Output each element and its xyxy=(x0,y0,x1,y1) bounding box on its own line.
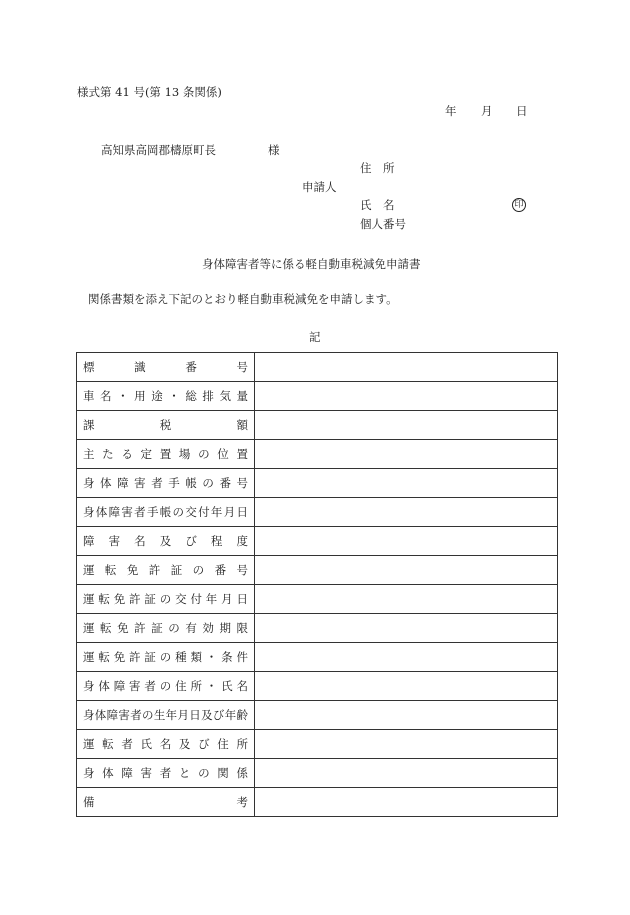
table-row xyxy=(77,411,558,440)
table-row xyxy=(77,469,558,498)
row-value-field[interactable] xyxy=(255,614,558,643)
form-number: 様式第 41 号(第 13 条関係) xyxy=(77,85,222,99)
applicant-label: 申請人 xyxy=(302,180,337,194)
row-label: 運転免許証の種類・条件 xyxy=(77,643,255,672)
table-row xyxy=(77,672,558,701)
table-row xyxy=(77,788,558,817)
application-table xyxy=(76,352,558,817)
row-label: 身体障害者との関係 xyxy=(77,759,255,788)
row-value-field[interactable] xyxy=(255,585,558,614)
document-title: 身体障害者等に係る軽自動車税減免申請書 xyxy=(202,257,421,271)
row-label: 車名・用途・総排気量 xyxy=(77,382,255,411)
applicant-name-label: 氏 名 xyxy=(360,198,395,212)
table-row xyxy=(77,730,558,759)
row-value-field[interactable] xyxy=(255,440,558,469)
row-label: 身体障害者の住所・氏名 xyxy=(77,672,255,701)
row-label: 備考 xyxy=(77,788,255,817)
table-row xyxy=(77,527,558,556)
date-day-label: 日 xyxy=(516,104,528,118)
row-label: 障害名及び程度 xyxy=(77,527,255,556)
row-value-field[interactable] xyxy=(255,759,558,788)
row-label: 運転免許証の番号 xyxy=(77,556,255,585)
date-year-label: 年 xyxy=(445,104,457,118)
addressee-name: 高知県高岡郡檮原町長 xyxy=(101,143,216,157)
row-value-field[interactable] xyxy=(255,527,558,556)
row-label: 課税額 xyxy=(77,411,255,440)
row-value-field[interactable] xyxy=(255,353,558,382)
row-value-field[interactable] xyxy=(255,672,558,701)
row-value-field[interactable] xyxy=(255,730,558,759)
row-value-field[interactable] xyxy=(255,411,558,440)
table-row xyxy=(77,701,558,730)
table-row xyxy=(77,614,558,643)
row-value-field[interactable] xyxy=(255,788,558,817)
table-row xyxy=(77,585,558,614)
row-value-field[interactable] xyxy=(255,701,558,730)
table-row xyxy=(77,498,558,527)
table-row xyxy=(77,643,558,672)
row-label: 身体障害者の生年月日及び年齢 xyxy=(77,701,255,730)
row-value-field[interactable] xyxy=(255,498,558,527)
row-label: 標識番号 xyxy=(77,353,255,382)
row-label: 運転免許証の交付年月日 xyxy=(77,585,255,614)
row-label: 主たる定置場の位置 xyxy=(77,440,255,469)
date-month-label: 月 xyxy=(481,104,493,118)
body-text: 関係書類を添え下記のとおり軽自動車税減免を申請します。 xyxy=(88,292,398,306)
ki-heading: 記 xyxy=(309,330,321,344)
table-row xyxy=(77,759,558,788)
row-value-field[interactable] xyxy=(255,643,558,672)
addressee-honorific: 様 xyxy=(268,143,280,157)
row-label: 運転者氏名及び住所 xyxy=(77,730,255,759)
applicant-address-label: 住 所 xyxy=(360,161,395,175)
table-row xyxy=(77,353,558,382)
row-value-field[interactable] xyxy=(255,469,558,498)
seal-mark: 印 xyxy=(512,198,526,212)
row-value-field[interactable] xyxy=(255,382,558,411)
table-row xyxy=(77,382,558,411)
applicant-id-number-label: 個人番号 xyxy=(360,217,406,231)
row-value-field[interactable] xyxy=(255,556,558,585)
row-label: 運転免許証の有効期限 xyxy=(77,614,255,643)
row-label: 身体障害者手帳の交付年月日 xyxy=(77,498,255,527)
row-label: 身体障害者手帳の番号 xyxy=(77,469,255,498)
table-row xyxy=(77,556,558,585)
table-row xyxy=(77,440,558,469)
